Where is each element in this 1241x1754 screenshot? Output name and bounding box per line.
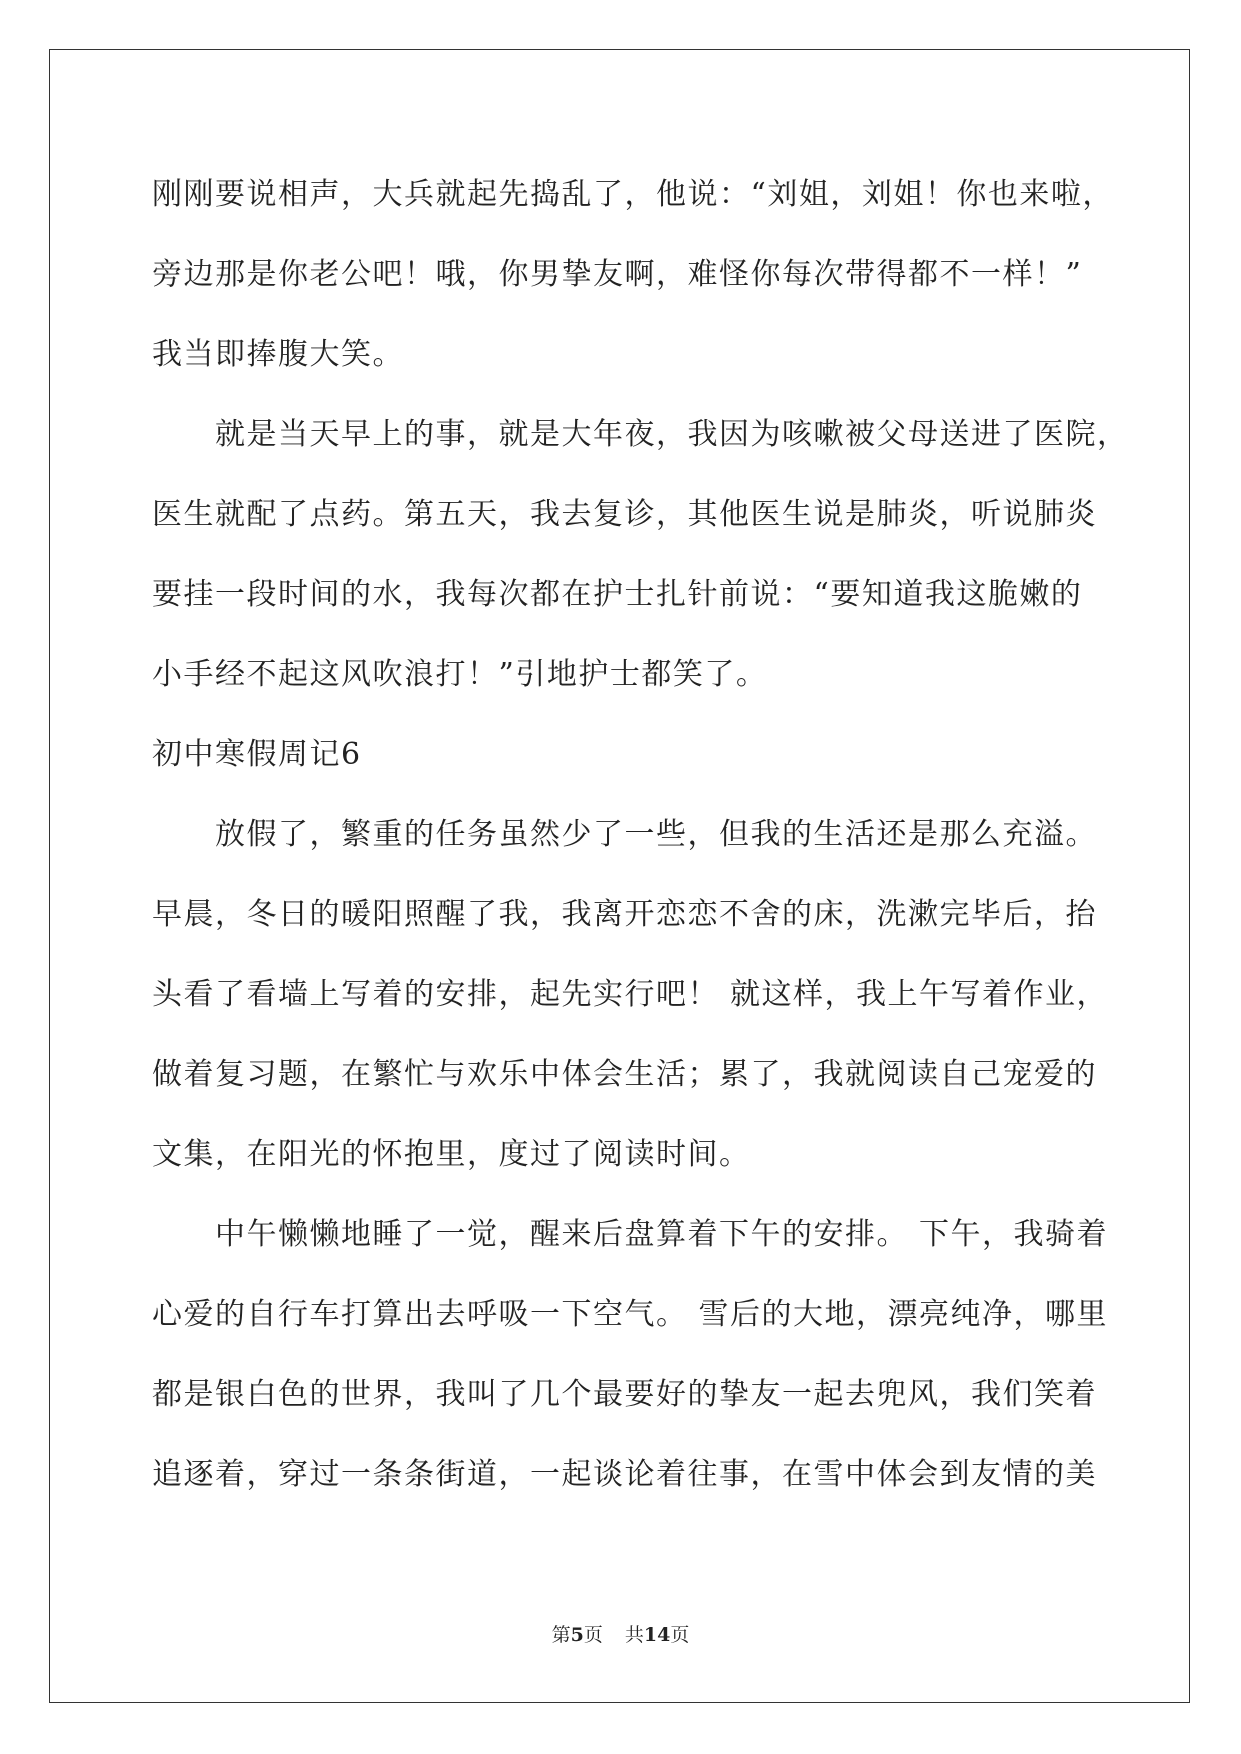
paragraph-start-line: 中午懒懒地睡了一觉，醒来后盘算着下午的安排。 下午，我骑着 [215,1217,1109,1252]
text-line: 做着复习题，在繁忙与欢乐中体会生活；累了，我就阅读自己宠爱的 [152,1057,1097,1092]
text-line: 心爱的自行车打算出去呼吸一下空气。 雪后的大地，漂亮纯净，哪里 [152,1297,1109,1332]
paragraph-start-line: 放假了，繁重的任务虽然少了一些，但我的生活还是那么充溢。 [215,817,1097,852]
section-heading: 初中寒假周记6 [152,737,362,772]
text-line: 头看了看墙上写着的安排，起先实行吧！ 就这样，我上午写着作业， [152,977,1109,1012]
paragraph-start-line: 就是当天早上的事，就是大年夜，我因为咳嗽被父母送进了医院， [215,417,1129,452]
text-line: 追逐着，穿过一条条街道，一起谈论着往事，在雪中体会到友情的美 [152,1457,1097,1492]
footer-total-prefix: 共 [624,1624,644,1646]
document-body [152,155,1129,1515]
footer-page-suffix: 页 [583,1624,603,1646]
text-line: 都是银白色的世界，我叫了几个最要好的挚友一起去兜风，我们笑着 [152,1377,1097,1412]
text-line: 文集，在阳光的怀抱里，度过了阅读时间。 [152,1137,751,1172]
text-line: 旁边那是你老公吧！哦，你男挚友啊，难怪你每次带得都不一样！” [152,257,1083,292]
footer-prefix: 第 [551,1624,571,1646]
text-line: 要挂一段时间的水，我每次都在护士扎针前说：“要知道我这脆嫩的 [152,577,1083,612]
text-line: 小手经不起这风吹浪打！”引地护士都笑了。 [152,657,768,692]
total-pages: 14 [643,1624,671,1646]
text-line: 我当即捧腹大笑。 [152,337,404,372]
text-line: 早晨，冬日的暖阳照醒了我，我离开恋恋不舍的床，洗漱完毕后，抬 [152,897,1097,932]
text-line: 医生就配了点药。第五天，我去复诊，其他医生说是肺炎，听说肺炎 [152,497,1097,532]
footer-total-suffix: 页 [670,1624,690,1646]
page-number: 5 [570,1624,584,1646]
text-line: 刚刚要说相声，大兵就起先捣乱了，他说：“刘姐，刘姐！你也来啦， [152,177,1114,212]
page-footer [0,1620,1241,1647]
